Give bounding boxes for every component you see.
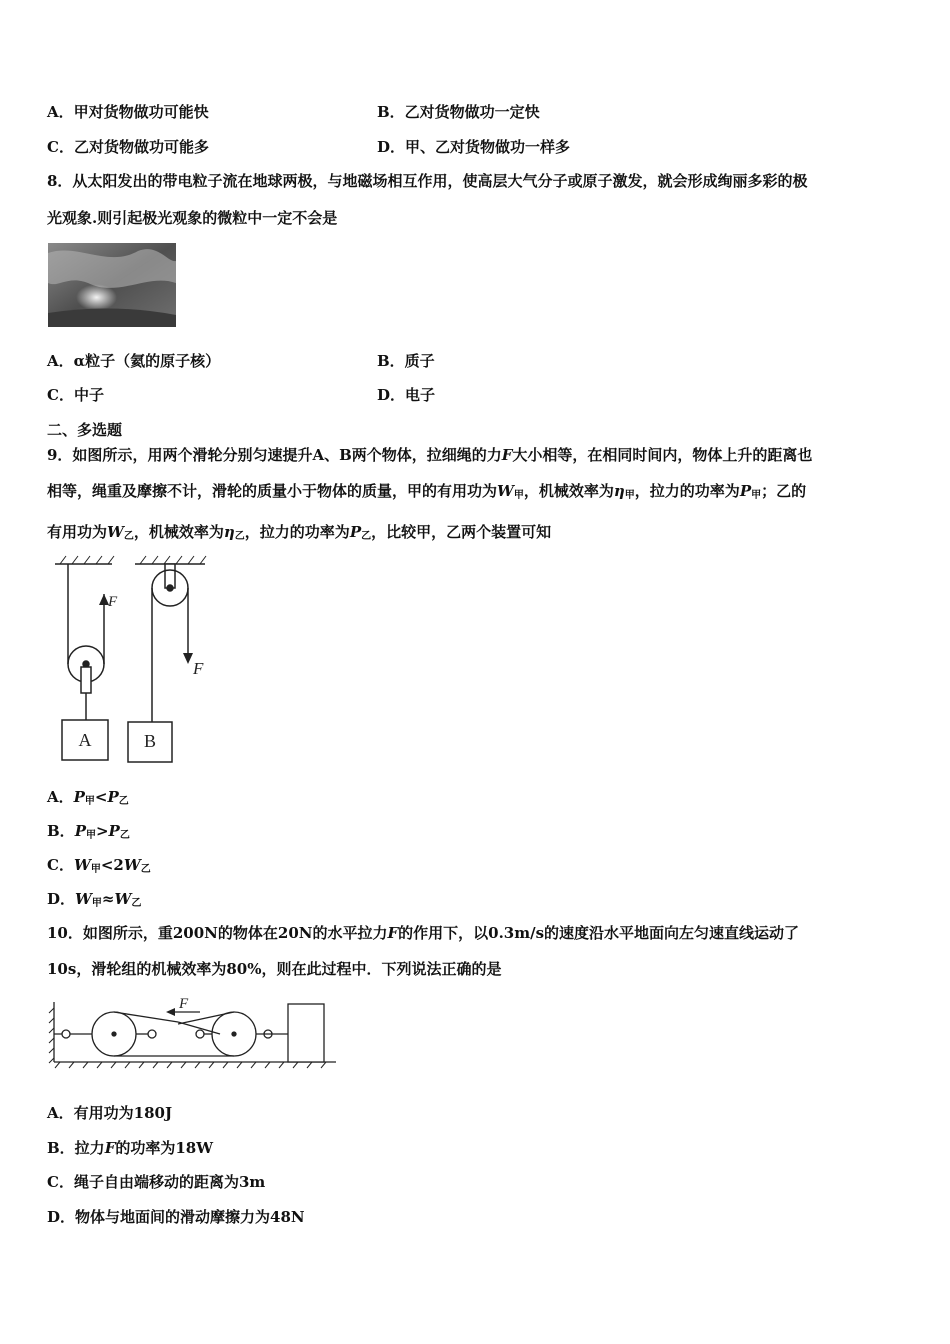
q8-option-d: D．电子 [377, 386, 436, 404]
q7-option-c: C．乙对货物做功可能多 [47, 138, 209, 156]
q10-block [288, 1004, 324, 1062]
q8-stem-line1: 8．从太阳发出的带电粒子流在地球两极，与地磁场相互作用，使高层大气分子或原子激发，就会形成绚丽多彩的极 [47, 172, 808, 190]
q9-option-a: A．$P_甲<P_乙$ [47, 788, 129, 807]
section-heading: 二、多选题 [47, 421, 123, 439]
q10-option-c: C．绳子自由端移动的距离为3m [47, 1173, 266, 1191]
q9-option-d: D．$W_甲\approx W_乙$ [47, 890, 142, 909]
q9-line2: 相等，绳重及摩擦不计，滑轮的质量小于物体的质量，甲的有用功为$W_甲$，机械效率为$\eta_甲$，拉力的功率为$P_甲$；乙的 [47, 482, 807, 501]
label-a: A [78, 730, 92, 750]
arrow-left-icon [166, 1008, 175, 1016]
q10-line2: 10s，滑轮组的机械效率为80%，则在此过程中．下列说法正确的是 [47, 960, 502, 978]
q10-line1: 10．如图所示，重200N的物体在20N的水平拉力F的作用下，以0.3m/s的速度沿水平地面向左匀速直线运动了 [47, 924, 800, 942]
q9-stem [47, 437, 907, 555]
q8-option-a: A．α粒子（氦的原子核） [47, 352, 221, 370]
q10-pulley-figure [48, 994, 340, 1070]
q9-option-b: B．$P_甲>P_乙$ [47, 822, 130, 841]
q7-option-a: A．甲对货物做功可能快 [47, 103, 209, 121]
q10-force-label: F [179, 996, 189, 1012]
aurora-photo [48, 243, 176, 327]
q10-stem [47, 915, 907, 987]
q7-option-d: D．甲、乙对货物做功一样多 [377, 138, 571, 156]
q8-option-c: C．中子 [47, 386, 104, 404]
rope-top [114, 1012, 178, 1022]
arrow-down-icon [183, 653, 193, 664]
q10-option-b: B．拉力F的功率为18W [47, 1139, 214, 1157]
q7-option-b: B．乙对货物做功一定快 [377, 103, 540, 121]
q9-line3: 有用功为$W_乙$，机械效率为$\eta_乙$，拉力的功率为$P_乙$，比较甲，乙两个装置可知 [47, 523, 552, 542]
label-b: B [143, 731, 157, 751]
force-label-left: F [108, 594, 118, 610]
q8-stem-line2: 光观象.则引起极光观象的微粒中一定不会是 [47, 209, 338, 227]
q10-option-a: A．有用功为180J [47, 1104, 173, 1122]
force-label-right: F [193, 659, 204, 678]
q9-pulley-figure [50, 552, 220, 767]
q8-option-b: B．质子 [377, 352, 435, 370]
pulley-axle-bracket [81, 667, 91, 693]
q10-option-d: D．物体与地面间的滑动摩擦力为48N [47, 1208, 305, 1226]
q9-line1: 9．如图所示，用两个滑轮分别匀速提升A、B两个物体，拉细绳的力F大小相等，在相同时间内，物体上升的距离也 [47, 446, 813, 464]
q9-option-c: C．$W_甲<2W_乙$ [47, 856, 151, 875]
